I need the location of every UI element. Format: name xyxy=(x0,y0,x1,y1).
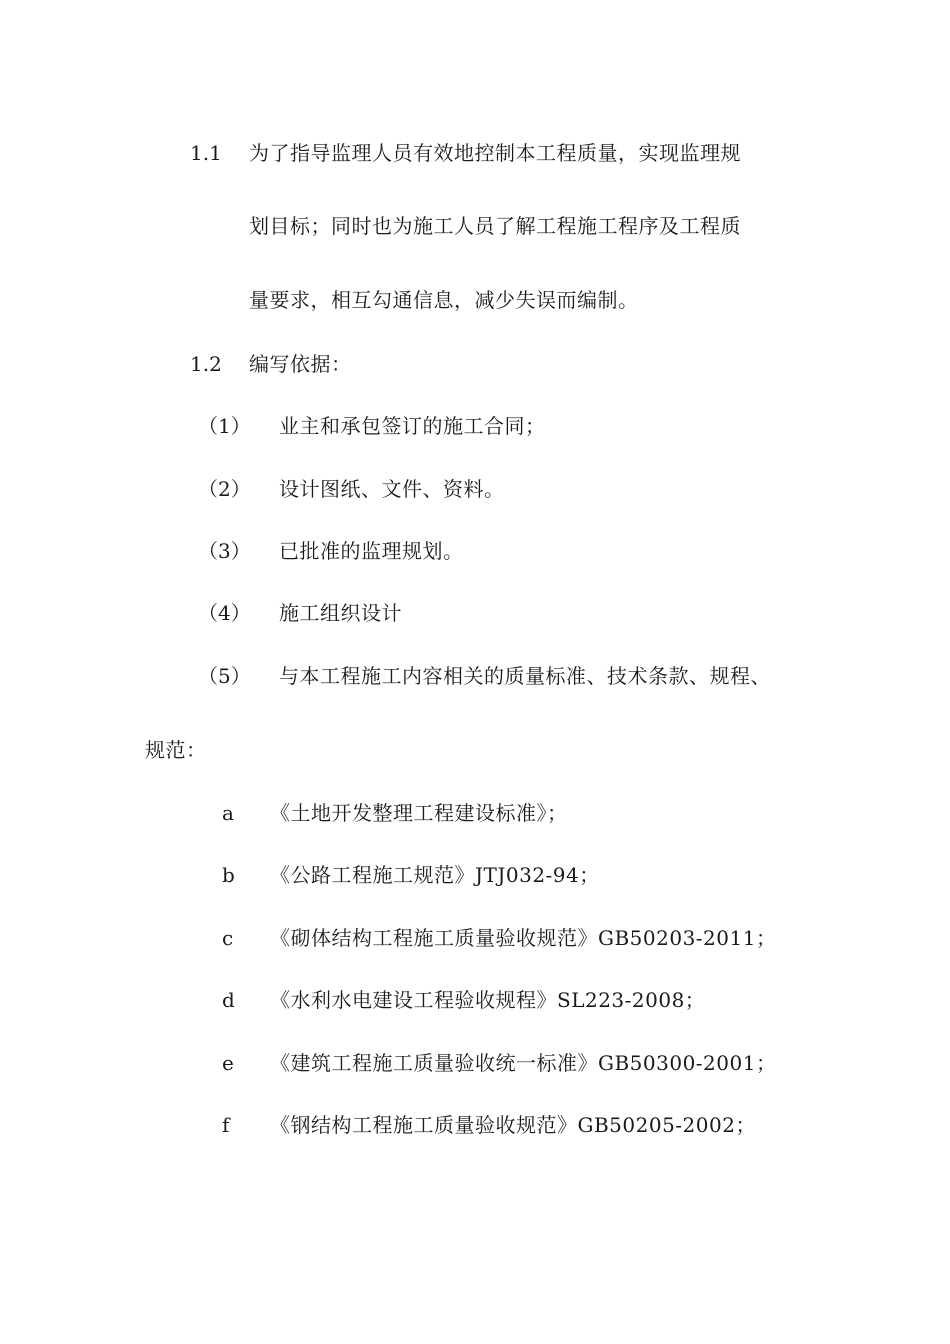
standard-marker: d xyxy=(222,988,235,1012)
list-item-marker: （3） xyxy=(198,539,251,563)
list-item-text: 业主和承包签订的施工合同； xyxy=(279,414,546,438)
paragraph-line: 为了指导监理人员有效地控制本工程质量，实现监理规 xyxy=(249,141,741,165)
list-item-marker: （4） xyxy=(198,601,251,625)
standard-marker: f xyxy=(222,1113,230,1137)
standard-text: 《钢结构工程施工质量验收规范》GB50205-2002； xyxy=(270,1113,756,1137)
list-item-continuation: 规范： xyxy=(145,738,207,762)
paragraph-line: 量要求，相互勾通信息，减少失误而编制。 xyxy=(249,288,639,312)
standard-marker: c xyxy=(222,926,234,950)
standard-text: 《水利水电建设工程验收规程》SL223-2008； xyxy=(270,988,706,1012)
list-item-text: 设计图纸、文件、资料。 xyxy=(279,477,505,501)
list-item-marker: （1） xyxy=(198,414,251,438)
standard-marker: a xyxy=(222,801,234,825)
list-item-marker: （5） xyxy=(198,664,251,688)
standard-text: 《建筑工程施工质量验收统一标准》GB50300-2001； xyxy=(270,1051,777,1075)
standard-text: 《砌体结构工程施工质量验收规范》GB50203-2011； xyxy=(270,926,777,950)
standard-marker: b xyxy=(222,863,235,887)
standard-text: 《土地开发整理工程建设标准》； xyxy=(270,801,568,825)
list-item-text: 施工组织设计 xyxy=(279,601,402,625)
list-item-marker: （2） xyxy=(198,477,251,501)
standard-text: 《公路工程施工规范》JTJ032-94； xyxy=(270,863,600,887)
paragraph-line: 划目标；同时也为施工人员了解工程施工程序及工程质 xyxy=(249,214,741,238)
section-number: 1.2 xyxy=(190,352,222,376)
section-number: 1.1 xyxy=(190,141,222,165)
section-heading: 编写依据： xyxy=(249,352,352,376)
standard-marker: e xyxy=(222,1051,234,1075)
list-item-text: 与本工程施工内容相关的质量标准、技术条款、规程、 xyxy=(279,664,771,688)
list-item-text: 已批准的监理规划。 xyxy=(279,539,464,563)
